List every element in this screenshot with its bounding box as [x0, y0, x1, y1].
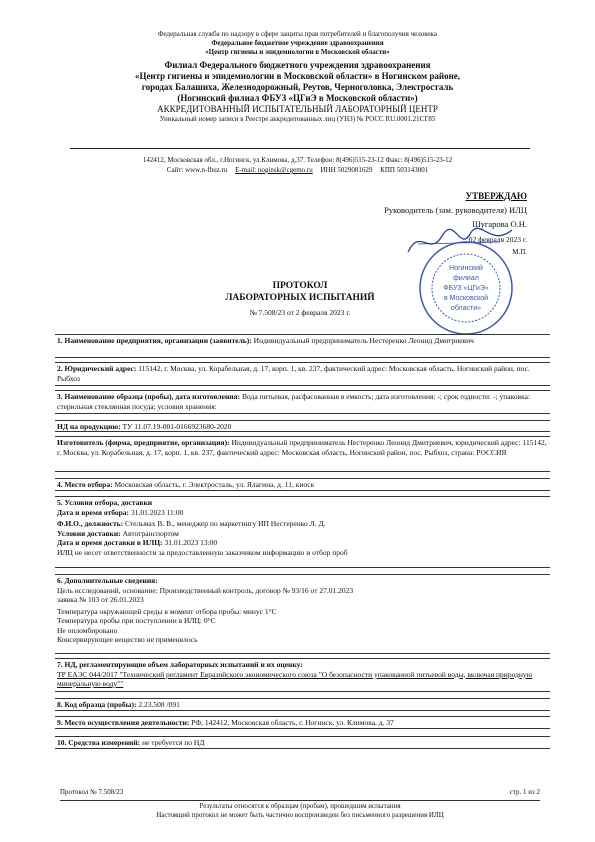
section-value: Московская область, г. Электросталь, ул. Ялагина, д. 11, киоск [114, 480, 315, 489]
section-label: 10. Средства измерений: [57, 738, 141, 747]
inn: ИНН 5029081629 [320, 166, 373, 174]
footer-protocol-no: Протокол № 7.508/23 [60, 788, 124, 796]
stamp-text: филиал [453, 275, 479, 282]
header-line: «Центр гигиены и эпидемиологии в Московской области» [205, 48, 390, 56]
address-line: 142412, Московская обл., г.Ногинск, ул.Климова, д.37. Телефон: 8(496)515-23-12 Факс: 8(496)515-23-12 [142, 156, 453, 164]
section-value: Вода питьевая, расфасованная в емкость; дата изготовления: -; срок годности: -; упаковка: стерильная стеклянная посуда; условия хранения: [57, 392, 531, 411]
section-label: 3. Наименование образца (пробы), дата изготовления: [57, 392, 241, 401]
org-header [40, 30, 555, 124]
section-value: 115142, г. Москва, ул. Корабельная, д. 17, корп. 1, кв. 237, фактический адрес: Московская область, Ногинский район, пос. Рыбхоз [57, 364, 530, 383]
section-6 [55, 574, 550, 654]
header-branch-line: Филиал Федерального бюджетного учреждения здравоохранения [164, 60, 431, 70]
section-label: НД на продукцию: [57, 422, 121, 431]
field-value: 31.01.2023 13:00 [164, 538, 218, 547]
protocol-title-line: ЛАБОРАТОРНЫХ ИСПЫТАНИЙ [225, 293, 375, 303]
footer-note: Результаты относятся к образцам (пробам), прошедшим испытания [60, 800, 540, 811]
disclaimer: ИЛЦ не несет ответственности за предоставленную заказчиком информацию и отбор проб [57, 547, 348, 557]
field-value: 31.01.2023 11:00 [130, 507, 184, 517]
section-label: 7. НД, регламентирующие объем лабораторных испытаний и их оценку: [57, 660, 303, 669]
footer-page-number: стр. 1 из 2 [509, 788, 540, 796]
stamp-icon [418, 240, 514, 336]
approver-role: Руководитель (зам. руководителя) ИЛЦ [384, 205, 527, 215]
section-3-manufacturer [55, 436, 550, 472]
section-9 [55, 716, 550, 729]
section-7 [55, 658, 550, 692]
section-5 [55, 496, 550, 568]
stamp-text: в Московской [443, 295, 489, 302]
section-value: Индивидуальный предприниматель Нестеренко Леонид Дмитриевич, юридический адрес: 115142, г. Москва, ул. Корабельная, д. 17, корп. 1, кв. 237, фактический адрес: Московская область, Ногинский район, пос. Рыбхоз, страна: РОССИЯ [57, 438, 547, 457]
section-value: ТУ 11.07.19-001-0166923680-2020 [122, 422, 232, 431]
footer-note: Настоящий протокол не может быть частично воспроизведен без письменного разрешения ИЛЦ [156, 811, 444, 819]
section-3 [55, 390, 550, 414]
contacts-block [40, 155, 555, 175]
section-label: 9. Место осуществления деятельности: [57, 718, 190, 727]
kpp: КПП 503143001 [380, 166, 429, 174]
footer [60, 788, 540, 820]
section-label: 4. Место отбора: [57, 480, 113, 489]
field-label: Дата и время доставки в ИЛЦ: [57, 538, 163, 547]
section-value: Индивидуальный предприниматель Нестеренко Леонид Дмитриевич [253, 336, 474, 345]
center-name: АККРЕДИТОВАННЫЙ ИСПЫТАТЕЛЬНЫЙ ЛАБОРАТОРНЫЙ ЦЕНТР [157, 104, 438, 114]
stamp-text: Ногинский [449, 265, 483, 272]
section-label: 6. Дополнительные сведения: [57, 576, 158, 585]
section-value: не требуется по НД [142, 738, 205, 747]
header-divider [70, 148, 530, 149]
field-value: Автотранспортом [122, 528, 179, 538]
section-4 [55, 478, 550, 491]
header-branch-line: городах Балашиха, Железнодорожный, Реутов, Черноголовка, Электросталь [141, 82, 454, 92]
approver-name: Шугарова О.Н. [472, 219, 527, 229]
field-label: Ф.И.О., должность: [57, 519, 124, 528]
header-branch-line: «Центр гигиены и эпидемиологии в Московской области» в Ногинском районе, [134, 71, 461, 81]
header-branch-line: (Ногинский филиал ФБУЗ «ЦГиЭ в Московской области») [177, 93, 418, 103]
protocol-title-line: ПРОТОКОЛ [272, 281, 328, 291]
info-line: Цель исследований, основание: Производственный контроль, договор № 93/16 от 27.01.2023 [57, 585, 354, 595]
section-label: 1. Наименование предприятия, организации (заявитель): [57, 336, 252, 345]
info-line: Температура пробы при поступлении в ИЛЦ: 0°С [57, 616, 216, 625]
approve-date: 02 февраля 2023 г. [468, 235, 527, 244]
section-label: 8. Код образца (пробы): [57, 700, 137, 709]
section-10 [55, 736, 550, 749]
protocol-number: № 7.508/23 от 2 февраля 2023 г. [249, 308, 351, 317]
section-label: 2. Юридический адрес: [57, 364, 137, 373]
info-line: заявка № 103 от 26.01.2023 [57, 595, 144, 604]
section-2 [55, 362, 550, 386]
section-3-nd [55, 420, 550, 432]
section-label: 5. Условия отбора, доставки [57, 498, 153, 507]
official-stamp [418, 240, 514, 336]
approve-title: УТВЕРЖДАЮ [465, 191, 527, 201]
section-1 [55, 334, 550, 358]
stamp-text: ФБУЗ «ЦГиЭ» [443, 285, 489, 292]
field-label: Дата и время отбора: [57, 507, 130, 517]
registry-number: Уникальный номер записи в Реестре аккредитованных лиц (УНЗ) № РОСС RU.0001.21СГ85 [159, 115, 436, 123]
section-value: РФ, 142412, Московская область, г. Ногинск, ул. Климова, д. 37 [191, 718, 394, 727]
section-value: 2.23.508 /091 [138, 700, 180, 709]
site-link[interactable]: Сайт: www.n-fbuz.ru [166, 166, 228, 174]
header-line: Федеральная служба по надзору в сфере защиты прав потребителей и благополучия человека [157, 30, 438, 38]
protocol-title [180, 280, 420, 304]
email-link[interactable]: E-mail: noginsk@cgemo.ru [235, 166, 313, 174]
info-line: Не опломбировано [57, 625, 118, 635]
section-label: Изготовитель (фирма, предприятие, организация): [57, 438, 230, 447]
mp-mark: М.П. [512, 248, 527, 256]
section-8 [55, 698, 550, 711]
info-line: Температура окружающей среды в момент отбора пробы: минус 1°С [57, 606, 277, 616]
field-label: Условия доставки: [57, 528, 121, 538]
field-value: Стельмах В. В., менеджер по маркетингу ИП Нестеренко Л. Д. [125, 519, 326, 528]
header-line: Федеральное бюджетное учреждение здравоохранения [211, 39, 384, 47]
section-value: ТР ЕАЭС 044/2017 "Технический регламент Евразийского экономического союза "О безопасности упакованной питьевой воды, включая природную минеральную воду"" [57, 669, 533, 688]
info-line: Консервирующее вещество не применялось [57, 635, 198, 644]
stamp-text: области» [450, 305, 482, 312]
